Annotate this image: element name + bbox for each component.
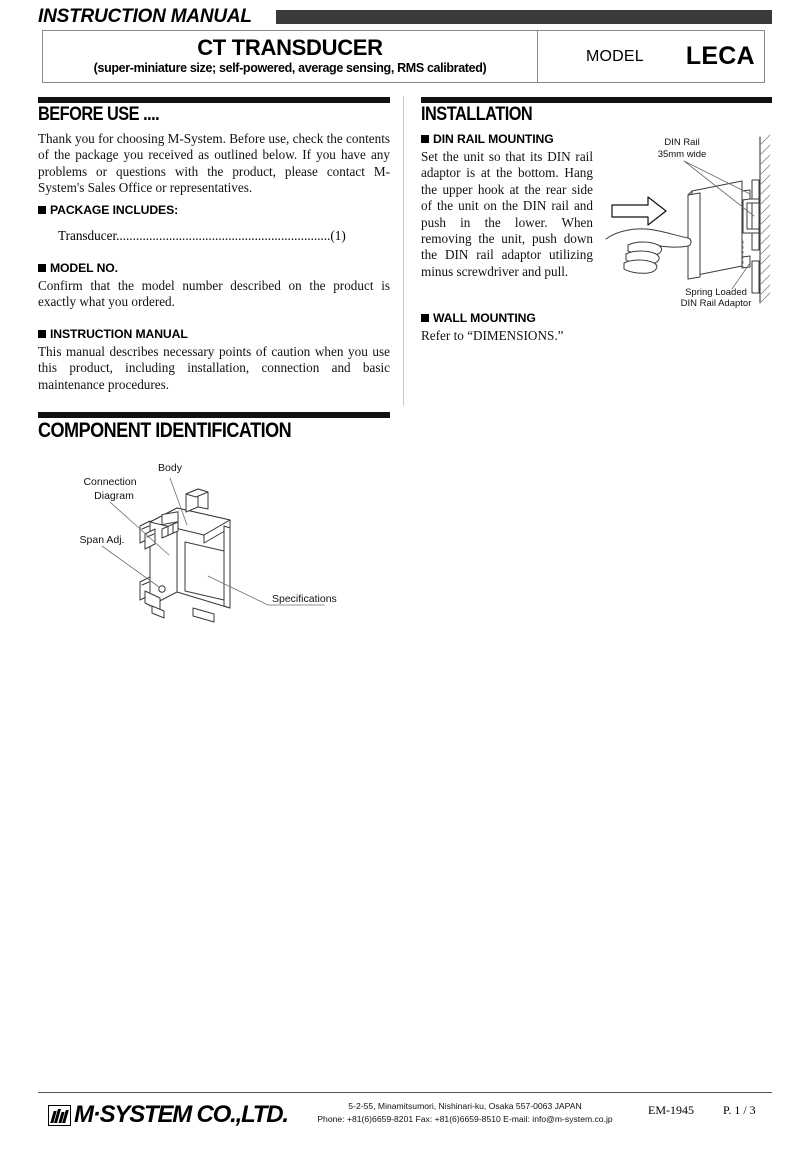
din-rail-mounting-text: Set the unit so that its DIN rail adaptor is at the bottom. Hang the upper hook at the rear side of the unit on the DIN rail and push in the lower. When removing the unit, push down the DIN rail adaptor utilizing minus screwdriver and pull.: [421, 149, 593, 279]
din-rail-mounting-label: DIN RAIL MOUNTING: [433, 132, 554, 146]
wall-mounting-text: Refer to “DIMENSIONS.”: [421, 328, 564, 343]
product-title: CT TRANSDUCER: [197, 35, 383, 60]
arrow-right-icon: [612, 197, 666, 225]
label-connection-line1: Connection: [83, 476, 137, 488]
bullet-square-icon: [38, 330, 46, 338]
package-includes-heading: [38, 203, 178, 217]
bullet-square-icon: [38, 264, 46, 272]
m-system-mark-icon: [48, 1105, 71, 1126]
component-identification-title: COMPONENT IDENTIFICATION: [38, 419, 292, 442]
column-divider: [403, 96, 404, 406]
document-code: EM-1945: [648, 1103, 694, 1117]
footer-address-block: [290, 1100, 640, 1125]
label-span-adj: Span Adj.: [79, 534, 125, 546]
package-item-transducer: Transducer.................................................................(1): [58, 228, 346, 243]
bullet-square-icon: [421, 314, 429, 322]
before-use-title: BEFORE USE ....: [38, 104, 160, 125]
label-connection-line2: Diagram: [94, 490, 134, 502]
instruction-manual-text: This manual describes necessary points of caution when you use this product, including installation, connection and basic maintenance procedures.: [38, 344, 390, 392]
product-subtitle: (super-miniature size; self-powered, average sensing, RMS calibrated): [93, 61, 487, 75]
component-identification-rule: [38, 412, 390, 418]
model-no-text: Confirm that the model number described on the product is exactly what you ordered.: [38, 278, 390, 310]
model-label: MODEL: [586, 47, 644, 65]
model-no-label: MODEL NO.: [50, 261, 118, 275]
model-no-heading: [38, 261, 118, 275]
din-rail-mounting-heading: [421, 132, 554, 146]
wall-mounting-label: WALL MOUNTING: [433, 311, 536, 325]
din-rail-label-line2: 35mm wide: [657, 149, 707, 160]
manual-header-row: [38, 6, 772, 28]
span-adjust-trimmer: [159, 586, 165, 592]
before-use-intro: Thank you for choosing M-System. Before use, check the contents of the package you received as outlined below. If you have any problems or questions with the product, please contact M-System's Sales Office or representatives.: [38, 131, 390, 196]
din-rail-mounting-illustration: [604, 133, 788, 308]
label-specifications: Specifications: [272, 593, 337, 605]
instruction-manual-label2: INSTRUCTION MANUAL: [50, 327, 188, 341]
header-rule-bar: [276, 10, 772, 24]
before-use-rule: [38, 97, 390, 103]
din-rail-label-line1: DIN Rail: [664, 137, 700, 148]
installation-title: INSTALLATION: [421, 104, 533, 125]
adaptor-label-line1: Spring Loaded: [685, 287, 747, 298]
instruction-manual-heading: [38, 327, 188, 341]
instruction-manual-label: INSTRUCTION MANUAL: [38, 6, 252, 27]
component-identification-illustration: [52, 458, 352, 628]
specifications-plate: [185, 542, 224, 600]
hand-icon: [606, 229, 691, 273]
wall-hatching-icon: [760, 135, 770, 303]
title-left-cell: [43, 31, 537, 82]
adaptor-label-line2: DIN Rail Adaptor: [680, 298, 752, 308]
package-includes-label: PACKAGE INCLUDES:: [50, 203, 179, 217]
model-cell: [538, 31, 764, 82]
footer-address: 5-2-55, Minamitsumori, Nishinari-ku, Osaka 557-0063 JAPAN: [348, 1101, 582, 1111]
transducer-unit-shape: [688, 181, 750, 279]
footer-rule: [38, 1092, 772, 1093]
wall-mounting-heading: [421, 311, 536, 325]
model-value: LECA: [685, 42, 755, 70]
page-number: P. 1 / 3: [723, 1103, 756, 1117]
bullet-square-icon: [421, 135, 429, 143]
company-logo: [48, 1101, 288, 1129]
title-box: [42, 30, 765, 83]
installation-rule: [421, 97, 772, 103]
label-body: Body: [158, 462, 182, 474]
company-name: M·SYSTEM CO.,LTD.: [74, 1101, 288, 1128]
footer-contact: Phone: +81(6)6659-8201 Fax: +81(6)6659-8510 E-mail: info@m-system.co.jp: [317, 1113, 613, 1124]
bullet-square-icon: [38, 206, 46, 214]
